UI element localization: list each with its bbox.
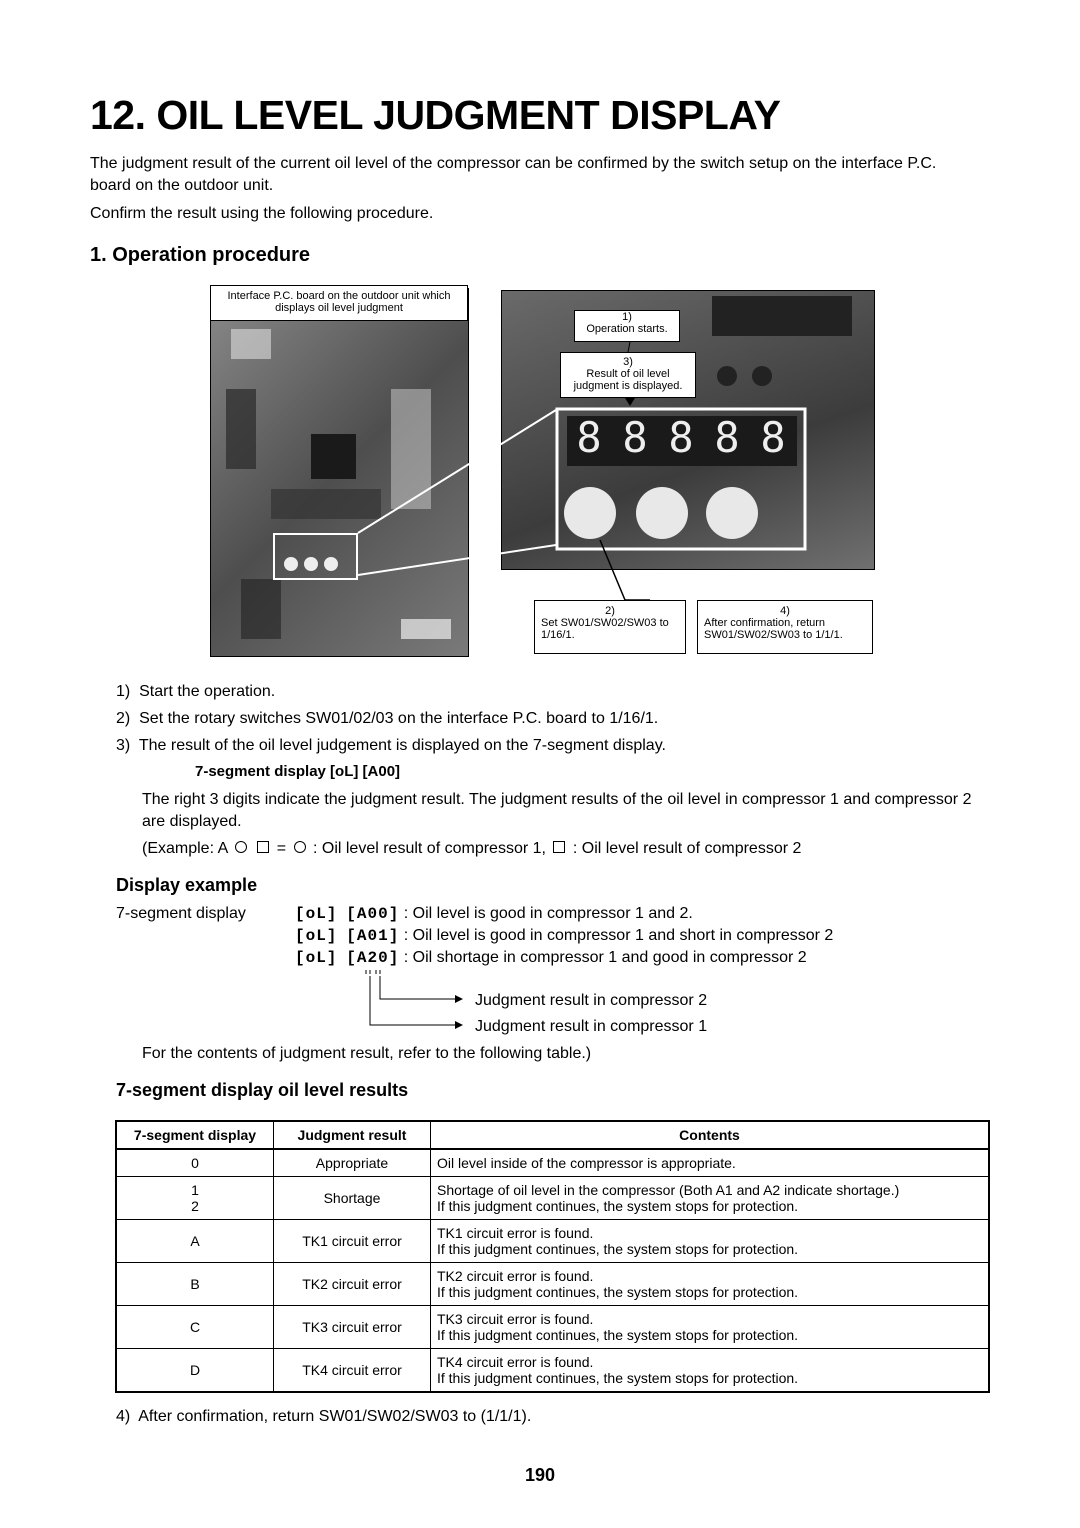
callout-2-number: 2): [605, 605, 615, 617]
table-row: [116, 1220, 989, 1263]
cell-result: TK1 circuit error: [274, 1220, 431, 1263]
results-table: [115, 1120, 990, 1393]
cell-contents: [431, 1177, 990, 1220]
arrow-label-compressor-2: Judgment result in compressor 2: [475, 992, 708, 1009]
step-number: 2): [116, 710, 131, 727]
row-text: : Oil level is good in compressor 1 and 2.: [403, 905, 693, 922]
callout-1: [574, 310, 680, 342]
section-heading-operation: 1. Operation procedure: [90, 244, 311, 266]
display-example-row: [295, 903, 693, 925]
cell-display: B: [116, 1263, 274, 1306]
step-number: 1): [116, 683, 131, 700]
cell-result: TK2 circuit error: [274, 1263, 431, 1306]
table-row: [116, 1306, 989, 1349]
cell-result: TK4 circuit error: [274, 1349, 431, 1393]
cell-contents: Oil level inside of the compressor is appropriate.: [431, 1149, 990, 1177]
cell-contents: [431, 1306, 990, 1349]
display-example-row: [295, 925, 833, 947]
circle-symbol-icon: [235, 841, 247, 853]
step-4: [116, 1406, 531, 1428]
cell-result: TK3 circuit error: [274, 1306, 431, 1349]
table-reference-note: For the contents of judgment result, refer to the following table.): [142, 1045, 592, 1062]
cell-contents-line: TK1 circuit error is found.: [437, 1225, 594, 1241]
row-text: : Oil shortage in compressor 1 and good in compressor 2: [403, 949, 807, 966]
page-number: 190: [524, 1465, 556, 1485]
callout-1-text: Operation starts.: [586, 323, 668, 335]
callout-3-number: 3): [623, 356, 633, 368]
step-3: [116, 735, 666, 757]
cell-display-line: 1: [191, 1182, 199, 1198]
display-digit: 8: [668, 412, 694, 462]
cell-display: A: [116, 1220, 274, 1263]
cell-contents-line: If this judgment continues, the system stops for protection.: [437, 1241, 799, 1257]
callout-3: [560, 352, 696, 398]
row-text: : Oil level is good in compressor 1 and short in compressor 2: [403, 927, 834, 944]
callout-4-text: After confirmation, return SW01/SW02/SW03 to 1/1/1.: [704, 617, 843, 641]
intro-paragraph: The judgment result of the current oil level of the compressor can be confirmed by the switch setup on the interface P.C. board on the outdoor unit.: [90, 155, 937, 194]
callout-2: [534, 600, 686, 654]
segment-display-heading: 7-segment display [oL] [A00]: [195, 763, 401, 780]
callout-2-text: Set SW01/SW02/SW03 to 1/16/1.: [541, 617, 669, 641]
step-text: Start the operation.: [139, 683, 276, 700]
column-header: Judgment result: [274, 1121, 431, 1149]
board-label: Interface P.C. board on the outdoor unit which displays oil level judgment: [210, 285, 468, 321]
column-header: Contents: [431, 1121, 990, 1149]
column-header: 7-segment display: [116, 1121, 274, 1149]
cell-contents-line: If this judgment continues, the system stops for protection.: [437, 1198, 799, 1214]
example-equals: =: [276, 840, 287, 857]
display-digit: 8: [760, 412, 786, 462]
code-ol: [oL]: [295, 949, 338, 967]
display-example-row: [295, 947, 807, 969]
cell-contents-line: TK3 circuit error is found.: [437, 1311, 594, 1327]
callout-4: [697, 600, 873, 654]
page-title: 12. OIL LEVEL JUDGMENT DISPLAY: [90, 92, 781, 138]
callout-4-number: 4): [780, 605, 790, 617]
code-ol: [oL]: [295, 927, 338, 945]
example-prefix: (Example: A: [142, 840, 228, 857]
cell-contents: [431, 1263, 990, 1306]
example-mid: : Oil level result of compressor 1,: [312, 840, 546, 857]
example-line: [142, 838, 801, 860]
cell-contents-line: If this judgment continues, the system stops for protection.: [437, 1370, 799, 1386]
code-a: [A01]: [346, 927, 400, 945]
table-row: [116, 1349, 989, 1393]
callout-lines: [0, 0, 1080, 700]
cell-contents-line: TK2 circuit error is found.: [437, 1268, 594, 1284]
step-number: 4): [116, 1408, 131, 1425]
code-a: [A00]: [346, 905, 400, 923]
example-suffix: : Oil level result of compressor 2: [572, 840, 802, 857]
intro-paragraph-2: Confirm the result using the following procedure.: [90, 205, 434, 222]
step-text: The result of the oil level judgement is displayed on the 7-segment display.: [138, 737, 666, 754]
display-example-label: 7-segment display: [116, 905, 246, 922]
arrow-label-compressor-1: Judgment result in compressor 1: [475, 1018, 708, 1035]
results-heading: 7-segment display oil level results: [116, 1080, 409, 1100]
cell-display-line: 2: [191, 1198, 199, 1214]
cell-contents: [431, 1220, 990, 1263]
code-ol: [oL]: [295, 905, 338, 923]
table-header-row: [116, 1121, 989, 1149]
display-digit: 8: [714, 412, 740, 462]
code-a: [A20]: [346, 949, 400, 967]
cell-contents-line: If this judgment continues, the system stops for protection.: [437, 1284, 799, 1300]
cell-contents-line: If this judgment continues, the system stops for protection.: [437, 1327, 799, 1343]
cell-contents-line: TK4 circuit error is found.: [437, 1354, 594, 1370]
table-row: [116, 1177, 989, 1220]
callout-1-number: 1): [622, 311, 632, 323]
cell-contents-line: Shortage of oil level in the compressor (Both A1 and A2 indicate shortage.): [437, 1182, 900, 1198]
table-row: [116, 1149, 989, 1177]
square-symbol-icon: [553, 841, 565, 853]
step-text: Set the rotary switches SW01/02/03 on the interface P.C. board to 1/16/1.: [139, 710, 659, 727]
cell-display: 0: [116, 1149, 274, 1177]
display-digit: 8: [622, 412, 648, 462]
step-text: After confirmation, return SW01/SW02/SW03 to (1/1/1).: [138, 1408, 532, 1425]
display-example-heading: Display example: [116, 875, 258, 895]
display-digit: 8: [576, 412, 602, 462]
cell-display: C: [116, 1306, 274, 1349]
cell-result: Appropriate: [274, 1149, 431, 1177]
cell-contents: [431, 1349, 990, 1393]
step-number: 3): [116, 737, 131, 754]
step-1: [116, 681, 275, 703]
square-symbol-icon: [257, 841, 269, 853]
judgment-arrows: [360, 968, 480, 1034]
table-row: [116, 1263, 989, 1306]
segment-description: The right 3 digits indicate the judgment result. The judgment results of the oil level in compressor 1 and compressor 2 are displayed.: [142, 791, 972, 830]
step-2: [116, 708, 658, 730]
cell-result: Shortage: [274, 1177, 431, 1220]
callout-3-text: Result of oil level judgment is displayed.: [573, 368, 683, 392]
circle-symbol-icon: [294, 841, 306, 853]
cell-display: D: [116, 1349, 274, 1393]
cell-display: [116, 1177, 274, 1220]
